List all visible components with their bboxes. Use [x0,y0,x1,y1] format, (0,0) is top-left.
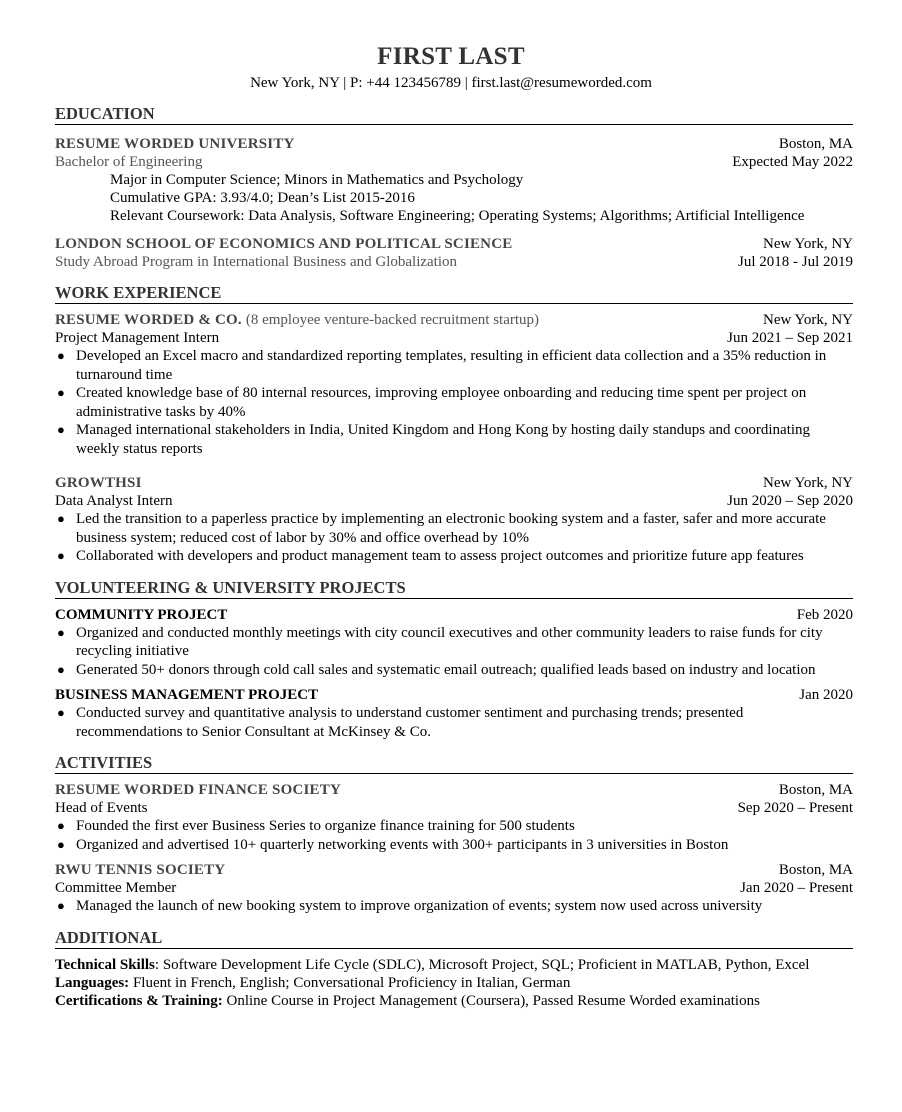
education-entry [55,135,853,225]
list-item: ● Founded the first ever Business Series to organize finance training for 500 students [57,818,575,834]
org-name: LONDON SCHOOL OF ECONOMICS AND POLITICAL SCIENCE [55,236,513,252]
role: Data Analyst Intern [55,493,173,509]
detail-line: Cumulative GPA: 3.93/4.0; Dean’s List 2015-2016 [110,190,415,206]
role: Committee Member [55,880,177,896]
additional-row [55,974,853,992]
org-note: (8 employee venture-backed recruitment startup) [245,312,540,328]
list-item: ● Created knowledge base of 80 internal resources, improving employee onboarding and reducing time spent per project on administrative tasks by 40% [57,385,807,420]
org-name: GROWTHSI [55,475,142,491]
detail-line: Relevant Coursework: Data Analysis, Software Engineering; Operating Systems; Algorithms; Artificial Intelligence [110,208,805,224]
org-name: RWU TENNIS SOCIETY [55,862,226,878]
date: Feb 2020 [796,606,853,623]
date: Sep 2020 – Present [737,800,853,816]
list-item: ● Organized and conducted monthly meetings with city council executives and other community leaders to raise funds for city recycling initiative [57,624,823,659]
detail-line: Major in Computer Science; Minors in Mathematics and Psychology [110,172,524,188]
date: Jun 2021 – Sep 2021 [727,330,853,346]
date: Jun 2020 – Sep 2020 [727,493,853,509]
org-name: RESUME WORDED FINANCE SOCIETY [55,782,341,798]
org-name: RESUME WORDED UNIVERSITY [55,136,295,152]
project-entry [55,606,853,680]
org-name: RESUME WORDED & CO. (8 employee venture-backed recruitment startup) [55,312,540,328]
project-entry [55,686,853,741]
role: Head of Events [55,800,148,816]
section-title-work: WORK EXPERIENCE [55,282,853,304]
contact-line: New York, NY | P: +44 123456789 | first.last@resumeworded.com [250,75,652,91]
list-item: ● Managed international stakeholders in India, United Kingdom and Hong Kong by hosting daily standups and coordinating weekly status reports [57,422,811,457]
project-name: BUSINESS MANAGEMENT PROJECT [55,687,319,703]
org-location: Boston, MA [778,862,853,878]
org-location: Boston, MA [778,782,853,798]
list-item: ● Conducted survey and quantitative analysis to understand customer sentiment and purchasing trends; presented recommendations to Senior Consultant at McKinsey & Co. [57,705,744,740]
additional-label: Languages: [55,974,130,991]
section-title-additional: ADDITIONAL [55,927,853,949]
list-item: ● Led the transition to a paperless practice by implementing an electronic booking system and a faster, safer and more accurate business system; reduced cost of labor by 30% and office overhead by 10% [57,511,826,546]
additional-row [55,992,853,1010]
list-item: ● Managed the launch of new booking system to improve organization of events; system now used across university [57,898,763,914]
org-location: New York, NY [762,236,853,252]
additional-list [55,956,853,1010]
role: Project Management Intern [55,330,220,346]
activity-entry [55,781,853,854]
additional-text: Fluent in French, English; Conversational Proficiency in Italian, German [132,974,571,991]
section-title-activities: ACTIVITIES [55,752,853,774]
additional-text: Online Course in Project Management (Coursera), Passed Resume Worded examinations [226,992,760,1009]
org-location: Boston, MA [778,136,853,152]
additional-label: Certifications & Training: [55,992,223,1009]
section-title-projects: VOLUNTEERING & UNIVERSITY PROJECTS [55,577,853,599]
date: Jan 2020 [799,687,853,703]
org-location: New York, NY [762,475,853,491]
additional-label: Technical Skills [55,956,155,973]
education-entry [55,235,853,271]
list-item: ● Generated 50+ donors through cold call sales and systematic email outreach; qualified leads based on industry and location [57,661,816,678]
candidate-name: FIRST LAST [377,43,525,70]
work-entry [55,311,853,458]
list-item: ● Collaborated with developers and product management team to assess project outcomes and prioritize future app features [57,548,804,564]
degree: Bachelor of Engineering [55,154,203,170]
list-item: ● Organized and advertised 10+ quarterly networking events with 300+ participants in 3 universities in Boston [57,836,729,853]
section-title-education: EDUCATION [55,103,853,125]
date: Jan 2020 – Present [740,880,853,896]
date: Expected May 2022 [732,154,853,170]
degree: Study Abroad Program in International Business and Globalization [55,254,458,270]
additional-text: Software Development Life Cycle (SDLC), Microsoft Project, SQL; Proficient in MATLAB, Python, Excel [162,956,810,973]
date: Jul 2018 - Jul 2019 [737,254,853,270]
org-location: New York, NY [762,312,853,328]
project-name: COMMUNITY PROJECT [55,606,228,623]
activity-entry [55,861,853,916]
work-entry [55,474,853,566]
list-item: ● Developed an Excel macro and standardized reporting templates, resulting in efficient data collection and a 35% reduction in turnaround time [57,348,827,383]
additional-row: Technical Skills: Software Development Life Cycle (SDLC), Microsoft Project, SQL; Proficient in MATLAB, Python, Excel [55,956,810,973]
